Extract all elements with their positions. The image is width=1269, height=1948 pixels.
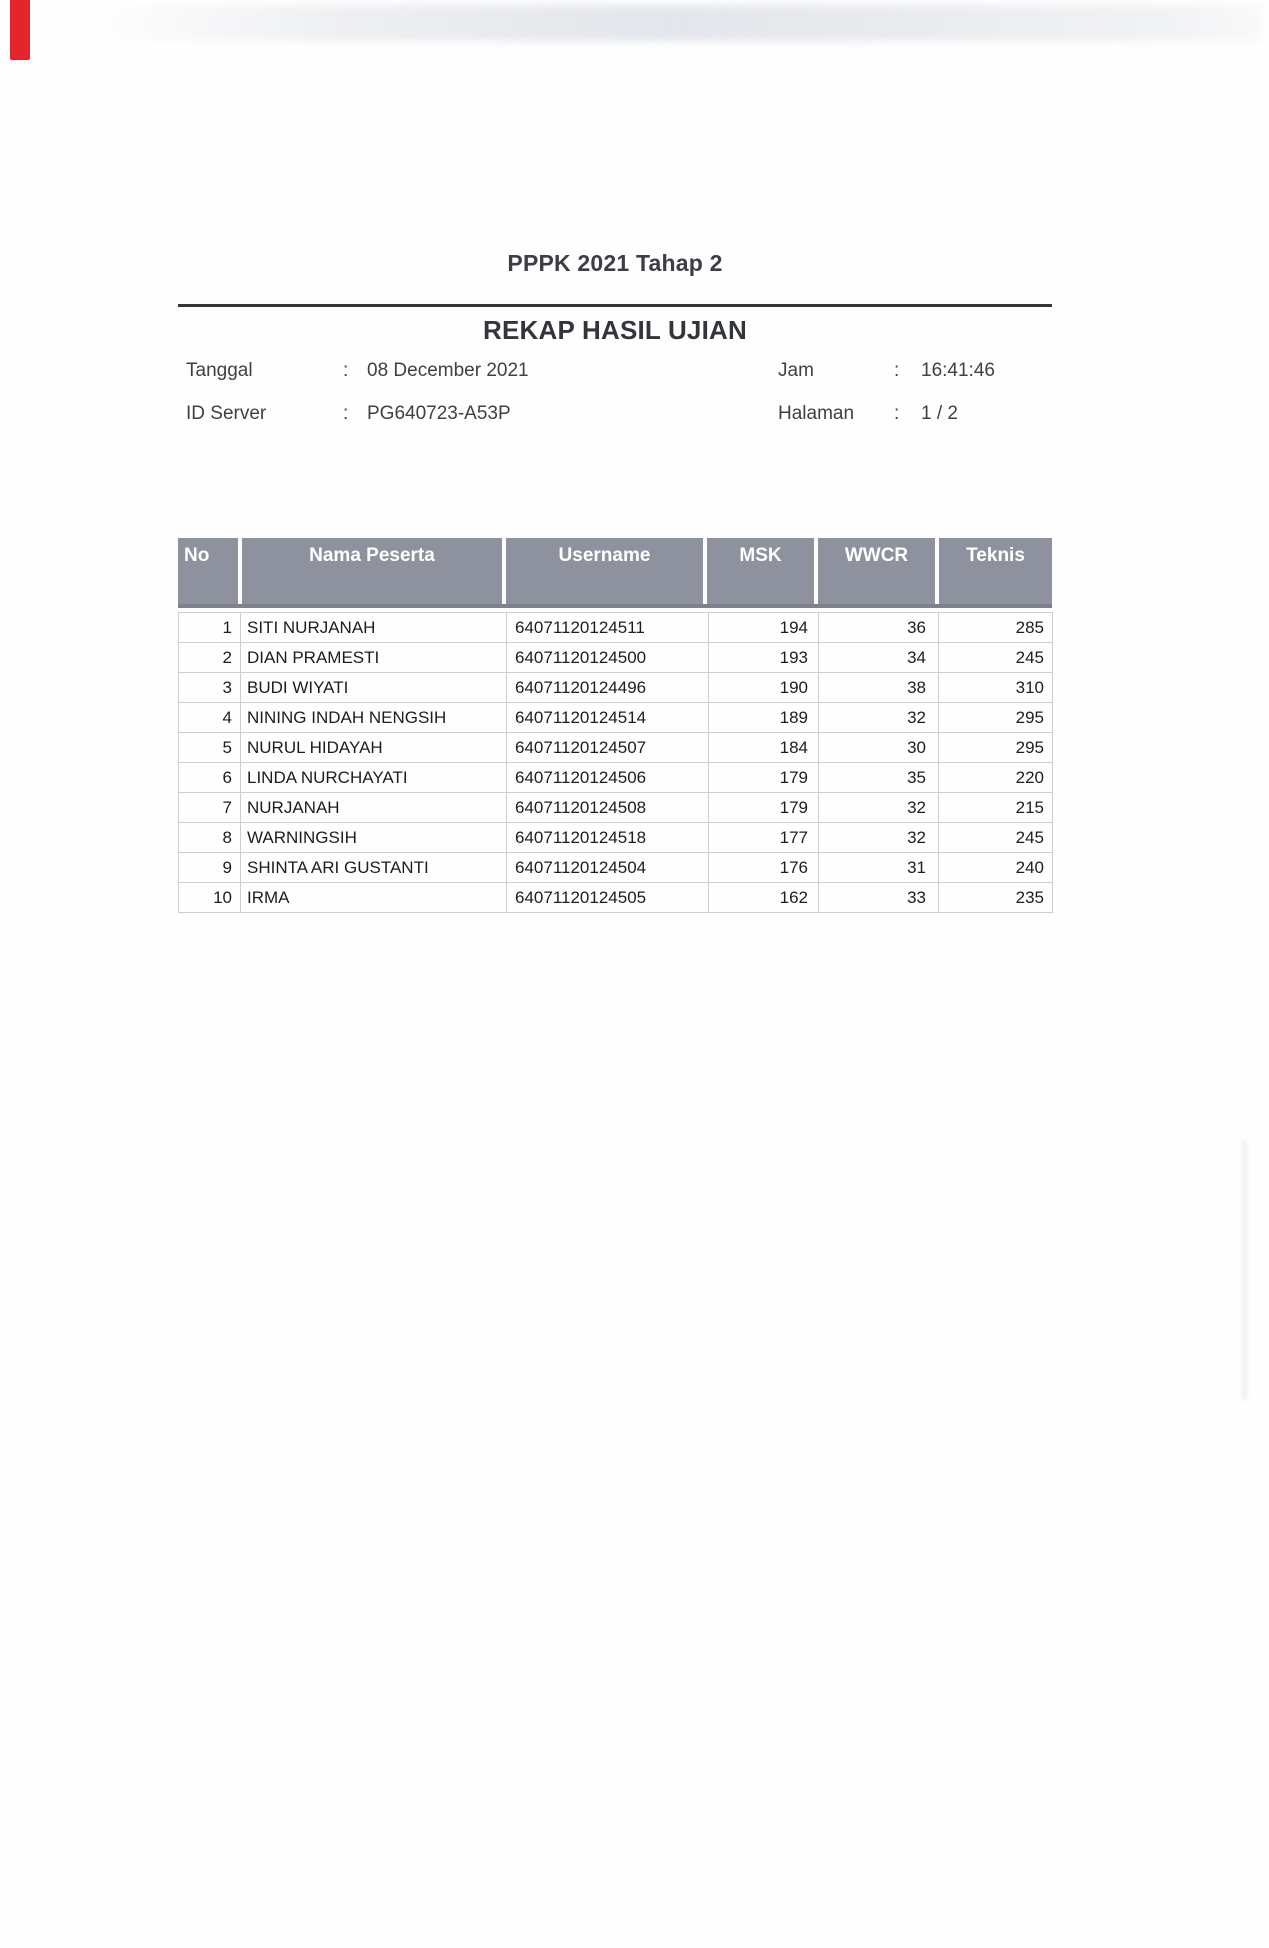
scan-artifact-red-strip <box>10 0 30 60</box>
cell-no: 3 <box>179 673 241 703</box>
cell-msk: 184 <box>709 733 819 763</box>
cell-wwcr: 32 <box>819 823 939 853</box>
halaman-value: 1 / 2 <box>921 403 958 424</box>
cell-msk: 189 <box>709 703 819 733</box>
column-header-no: No <box>178 538 238 604</box>
cell-no: 2 <box>179 643 241 673</box>
cell-msk: 193 <box>709 643 819 673</box>
cell-nama-peserta: BUDI WIYATI <box>241 673 507 703</box>
cell-teknis: 285 <box>939 613 1053 643</box>
title-divider <box>178 304 1052 307</box>
cell-teknis: 245 <box>939 823 1053 853</box>
cell-wwcr: 33 <box>819 883 939 913</box>
cell-username: 64071120124511 <box>507 613 709 643</box>
cell-teknis: 220 <box>939 763 1053 793</box>
halaman-colon: : <box>894 403 900 424</box>
report-title: PPPK 2021 Tahap 2 <box>507 250 723 276</box>
cell-username: 64071120124504 <box>507 853 709 883</box>
cell-teknis: 240 <box>939 853 1053 883</box>
cell-username: 64071120124496 <box>507 673 709 703</box>
cell-username: 64071120124507 <box>507 733 709 763</box>
table-row <box>179 643 1053 673</box>
cell-teknis: 310 <box>939 673 1053 703</box>
cell-wwcr: 35 <box>819 763 939 793</box>
id-server-colon: : <box>343 403 349 424</box>
table-row <box>179 883 1053 913</box>
cell-nama-peserta: WARNINGSIH <box>241 823 507 853</box>
cell-teknis: 295 <box>939 733 1053 763</box>
scan-artifact-top-smudge <box>95 5 1263 41</box>
cell-msk: 179 <box>709 763 819 793</box>
cell-no: 10 <box>179 883 241 913</box>
cell-no: 5 <box>179 733 241 763</box>
cell-teknis: 245 <box>939 643 1053 673</box>
cell-msk: 176 <box>709 853 819 883</box>
cell-nama-peserta: NURUL HIDAYAH <box>241 733 507 763</box>
column-header-teknis: Teknis <box>939 538 1052 604</box>
cell-username: 64071120124506 <box>507 763 709 793</box>
scan-artifact-edge-shadow <box>1243 1140 1246 1400</box>
meta-row-2 <box>186 403 1066 427</box>
tanggal-value: 08 December 2021 <box>367 360 529 381</box>
cell-msk: 162 <box>709 883 819 913</box>
cell-msk: 190 <box>709 673 819 703</box>
column-header-msk: MSK <box>707 538 814 604</box>
jam-label: Jam <box>778 360 814 381</box>
cell-msk: 179 <box>709 793 819 823</box>
jam-colon: : <box>894 360 900 381</box>
cell-no: 6 <box>179 763 241 793</box>
cell-wwcr: 32 <box>819 703 939 733</box>
id-server-label: ID Server <box>186 403 267 424</box>
table-row <box>179 673 1053 703</box>
cell-no: 4 <box>179 703 241 733</box>
table-body <box>179 613 1053 913</box>
table-row <box>179 733 1053 763</box>
cell-no: 9 <box>179 853 241 883</box>
cell-username: 64071120124500 <box>507 643 709 673</box>
cell-wwcr: 36 <box>819 613 939 643</box>
column-header-wwcr: WWCR <box>818 538 935 604</box>
cell-teknis: 295 <box>939 703 1053 733</box>
cell-teknis: 215 <box>939 793 1053 823</box>
table-row <box>179 793 1053 823</box>
cell-nama-peserta: DIAN PRAMESTI <box>241 643 507 673</box>
cell-nama-peserta: NURJANAH <box>241 793 507 823</box>
table-row <box>179 763 1053 793</box>
cell-nama-peserta: NINING INDAH NENGSIH <box>241 703 507 733</box>
cell-no: 1 <box>179 613 241 643</box>
results-table-header <box>178 538 1052 608</box>
table-row <box>179 853 1053 883</box>
report-subtitle: REKAP HASIL UJIAN <box>483 315 747 345</box>
cell-wwcr: 38 <box>819 673 939 703</box>
column-header-username: Username <box>506 538 703 604</box>
cell-nama-peserta: SHINTA ARI GUSTANTI <box>241 853 507 883</box>
cell-wwcr: 30 <box>819 733 939 763</box>
cell-wwcr: 34 <box>819 643 939 673</box>
tanggal-label: Tanggal <box>186 360 253 381</box>
id-server-value: PG640723-A53P <box>367 403 511 424</box>
cell-username: 64071120124514 <box>507 703 709 733</box>
halaman-label: Halaman <box>778 403 855 424</box>
cell-username: 64071120124505 <box>507 883 709 913</box>
cell-wwcr: 32 <box>819 793 939 823</box>
cell-msk: 194 <box>709 613 819 643</box>
cell-teknis: 235 <box>939 883 1053 913</box>
table-row <box>179 823 1053 853</box>
table-row <box>179 613 1053 643</box>
cell-username: 64071120124508 <box>507 793 709 823</box>
table-row <box>179 703 1053 733</box>
column-header-nama-peserta: Nama Peserta <box>242 538 502 604</box>
cell-msk: 177 <box>709 823 819 853</box>
results-table <box>178 612 1053 913</box>
cell-no: 7 <box>179 793 241 823</box>
cell-nama-peserta: IRMA <box>241 883 507 913</box>
cell-nama-peserta: SITI NURJANAH <box>241 613 507 643</box>
cell-username: 64071120124518 <box>507 823 709 853</box>
cell-no: 8 <box>179 823 241 853</box>
meta-row-1 <box>186 360 1066 384</box>
cell-nama-peserta: LINDA NURCHAYATI <box>241 763 507 793</box>
jam-value: 16:41:46 <box>921 360 995 381</box>
tanggal-colon: : <box>343 360 349 381</box>
cell-wwcr: 31 <box>819 853 939 883</box>
